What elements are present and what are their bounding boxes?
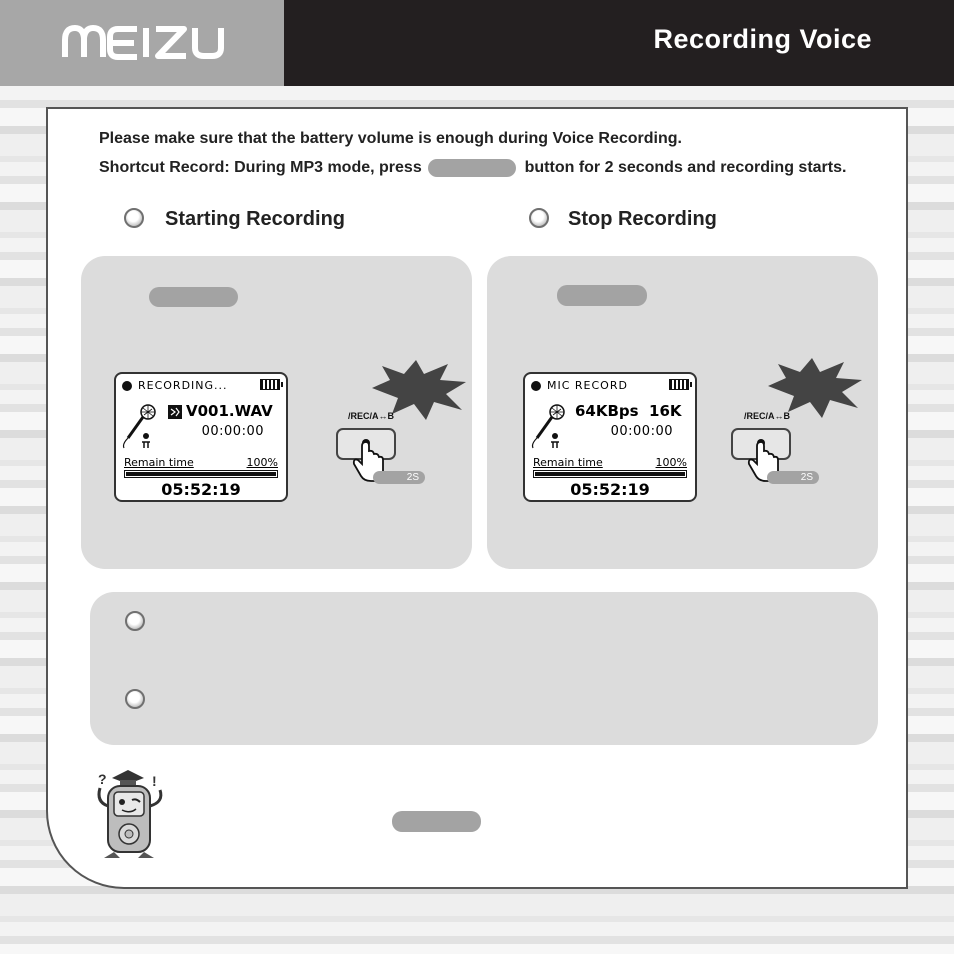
- lcd-remain-label: Remain time: [124, 456, 194, 469]
- microphone-icon: [120, 402, 160, 450]
- rec-button-label: /REC/A↔B: [348, 411, 395, 421]
- mascot-icon: [90, 766, 174, 862]
- meizu-logo: [62, 24, 226, 60]
- stop-step-pill: [557, 285, 647, 306]
- intro-shortcut-text: Shortcut Record: During MP3 mode, press: [99, 159, 422, 177]
- battery-icon: [260, 379, 280, 390]
- battery-icon: [669, 379, 689, 390]
- rec-button-label: /REC/A↔B: [744, 411, 791, 421]
- note-bullet-icon: [125, 689, 145, 709]
- start-section-bullet-icon: [124, 208, 144, 228]
- lcd-remain-time: 05:52:19: [161, 480, 241, 499]
- lcd-elapsed-time: 00:00:00: [201, 424, 264, 439]
- notes-panel: [90, 592, 878, 745]
- lcd-filename: V001.WAV: [186, 402, 273, 420]
- note-bullet-icon: [125, 611, 145, 631]
- svg-text:?: ?: [98, 771, 107, 787]
- start-step-pill: [149, 287, 238, 307]
- lcd-remain-bar: [533, 470, 687, 478]
- lcd-status: RECORDING...: [138, 379, 228, 392]
- hold-duration-tag: 2S: [767, 471, 819, 484]
- lcd-remain-percent: 100%: [246, 456, 278, 469]
- record-dot-icon: [122, 381, 132, 391]
- lcd-remain-time: 05:52:19: [570, 480, 650, 499]
- file-icon: [168, 405, 182, 419]
- lcd-remain-bar: [124, 470, 278, 478]
- lcd-quality: 64KBps 16K: [575, 402, 682, 420]
- start-section-title: Starting Recording: [165, 208, 346, 230]
- lcd-remain-percent: 100%: [655, 456, 687, 469]
- lcd-elapsed-time: 00:00:00: [610, 424, 673, 439]
- start-lcd-screen: [114, 372, 288, 502]
- stop-lcd-screen: [523, 372, 697, 502]
- lcd-status: MIC RECORD: [547, 379, 628, 392]
- stop-section-title: Stop Recording: [568, 208, 717, 230]
- button-name-pill: [428, 159, 516, 177]
- tip-pill: [392, 811, 481, 832]
- record-dot-icon: [531, 381, 541, 391]
- hold-duration-tag: 2S: [373, 471, 425, 484]
- lcd-remain-label: Remain time: [533, 456, 603, 469]
- page-title: Recording Voice: [653, 24, 872, 54]
- microphone-icon: [529, 402, 569, 450]
- svg-text:!: !: [152, 773, 157, 789]
- stop-section-bullet-icon: [529, 208, 549, 228]
- intro-shortcut-text-end: button for 2 seconds and recording starts.: [524, 159, 847, 177]
- intro-shortcut-note: [99, 159, 846, 177]
- intro-battery-note: Please make sure that the battery volume is enough during Voice Recording.: [99, 130, 682, 147]
